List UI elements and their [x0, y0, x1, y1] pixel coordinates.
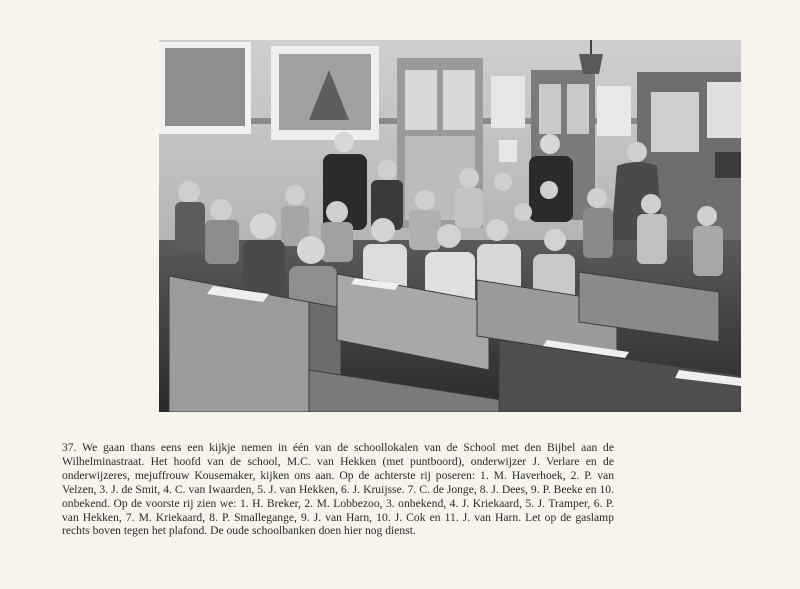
classroom-photo-graphic: [159, 40, 741, 412]
classroom-photo: [159, 40, 741, 412]
photo-caption: 37. We gaan thans eens een kijkje nemen in één van de schoollokalen van de School met den Bijbel aan de Wilhelminastraat. Het hoofd van de school, M.C. van Hekken (met puntboord), onderwijzer J. Verlare en de onderwijzeres, mejuffrouw Kousemaker, kijken ons aan. Op de achterste rij poseren: 1. M. Haverhoek, 2. P. van Velzen, 3. J. de Smit, 4. C. van Iwaarden, 5. J. van Hekken, 6. J. Kruijsse. 7. C. de Jonge, 8. J. Dees, 9. P. Beeke en 10. onbekend. Op de voorste rij zien we: 1. H. Breker, 2. M. Lobbezoo, 3. onbekend, 4. J. Kriekaard, 5. J. Tramper, 6. P. van Hekken, 7. M. Kriekaard, 8. P. Smallegange, 9. J. van Harn, 10. J. Cok en 11. J. van Harn. Let op de gaslamp rechts boven tegen het plafond. De oude schoolbanken doen hier nog dienst.: [62, 441, 614, 538]
